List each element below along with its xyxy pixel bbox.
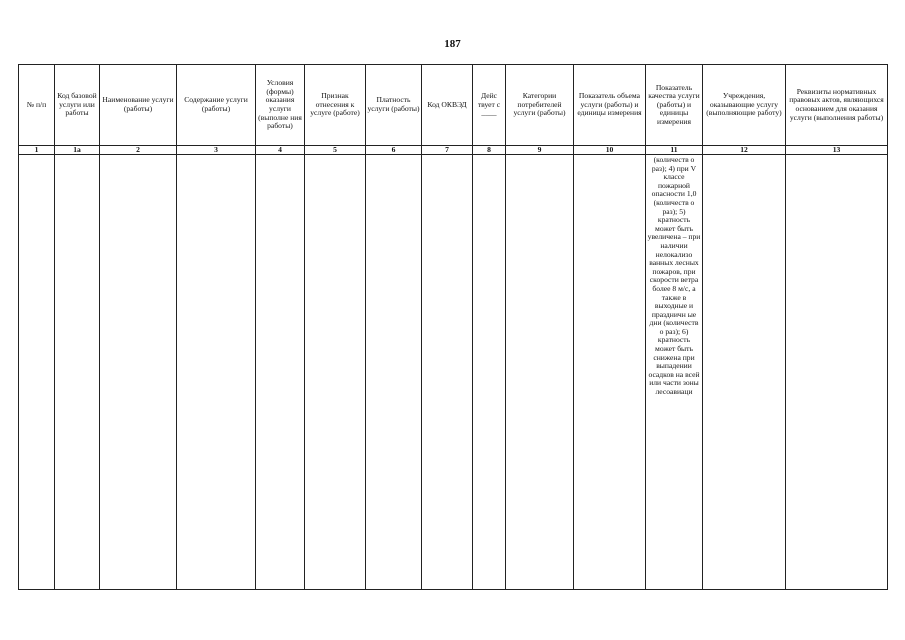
header-cell-8-text: Дейс твует с (477, 91, 501, 109)
body-cell-11 (646, 155, 703, 590)
column-number: 1а (55, 146, 100, 155)
body-cell-13 (786, 155, 888, 590)
body-cell-6 (366, 155, 422, 590)
header-cell-1: № п/п (19, 65, 55, 146)
column-number: 2 (100, 146, 177, 155)
body-row (19, 155, 888, 590)
column-number: 11 (646, 146, 703, 155)
header-cell-7: Код ОКВЭД (422, 65, 473, 146)
header-cell-3: Содержание услуги (работы) (177, 65, 256, 146)
header-cell-5: Признак отнесения к услуге (работе) (305, 65, 366, 146)
services-table (18, 64, 888, 590)
column-number: 9 (506, 146, 574, 155)
header-cell-11: Показатель качества услуги (работы) и единицы измерения (646, 65, 703, 146)
body-cell-1 (19, 155, 55, 590)
header-cell-8 (473, 65, 506, 146)
body-cell-12 (703, 155, 786, 590)
header-cell-12: Учреждения, оказывающие услугу (выполняющие работу) (703, 65, 786, 146)
column-number: 3 (177, 146, 256, 155)
body-cell-10 (574, 155, 646, 590)
column-number-row (19, 146, 888, 155)
column-number: 4 (256, 146, 305, 155)
header-cell-13: Реквизиты нормативных правовых актов, являющихся основанием для оказания услуги (выполнения работы) (786, 65, 888, 146)
header-cell-9: Категории потребителей услуги (работы) (506, 65, 574, 146)
header-cell-8-line: ____ (481, 108, 497, 118)
column-number: 8 (473, 146, 506, 155)
column-number: 7 (422, 146, 473, 155)
page-number: 187 (444, 38, 461, 50)
column-number: 5 (305, 146, 366, 155)
body-cell-5 (305, 155, 366, 590)
column-number: 13 (786, 146, 888, 155)
column-number: 12 (703, 146, 786, 155)
header-row (19, 65, 888, 146)
header-cell-1a: Код базовой услуги или работы (55, 65, 100, 146)
quality-indicator-text: (количеств о раз); 4) при V классе пожарной опасности 1,0 (количеств о раз); 5) кратность может быть увеличена – при наличии нелокализо ванных лесных пожаров, при скорости ветра более 8 м/с, а также в выходные и праздничн ые дни (количеств о раз); 6) кратность может быть снижена при выпадении осадков на всей или части зоны лесоавиаци (647, 155, 701, 397)
body-cell-1a (55, 155, 100, 590)
header-cell-10: Показатель объема услуги (работы) и единицы измерения (574, 65, 646, 146)
column-number: 1 (19, 146, 55, 155)
body-cell-7 (422, 155, 473, 590)
header-cell-4: Условия (формы) оказания услуги (выполне ния работы) (256, 65, 305, 146)
header-cell-6: Платность услуги (работы) (366, 65, 422, 146)
body-cell-9 (506, 155, 574, 590)
body-cell-8 (473, 155, 506, 590)
body-cell-3 (177, 155, 256, 590)
body-cell-2 (100, 155, 177, 590)
body-cell-4 (256, 155, 305, 590)
column-number: 6 (366, 146, 422, 155)
header-cell-2: Наименование услуги (работы) (100, 65, 177, 146)
column-number: 10 (574, 146, 646, 155)
